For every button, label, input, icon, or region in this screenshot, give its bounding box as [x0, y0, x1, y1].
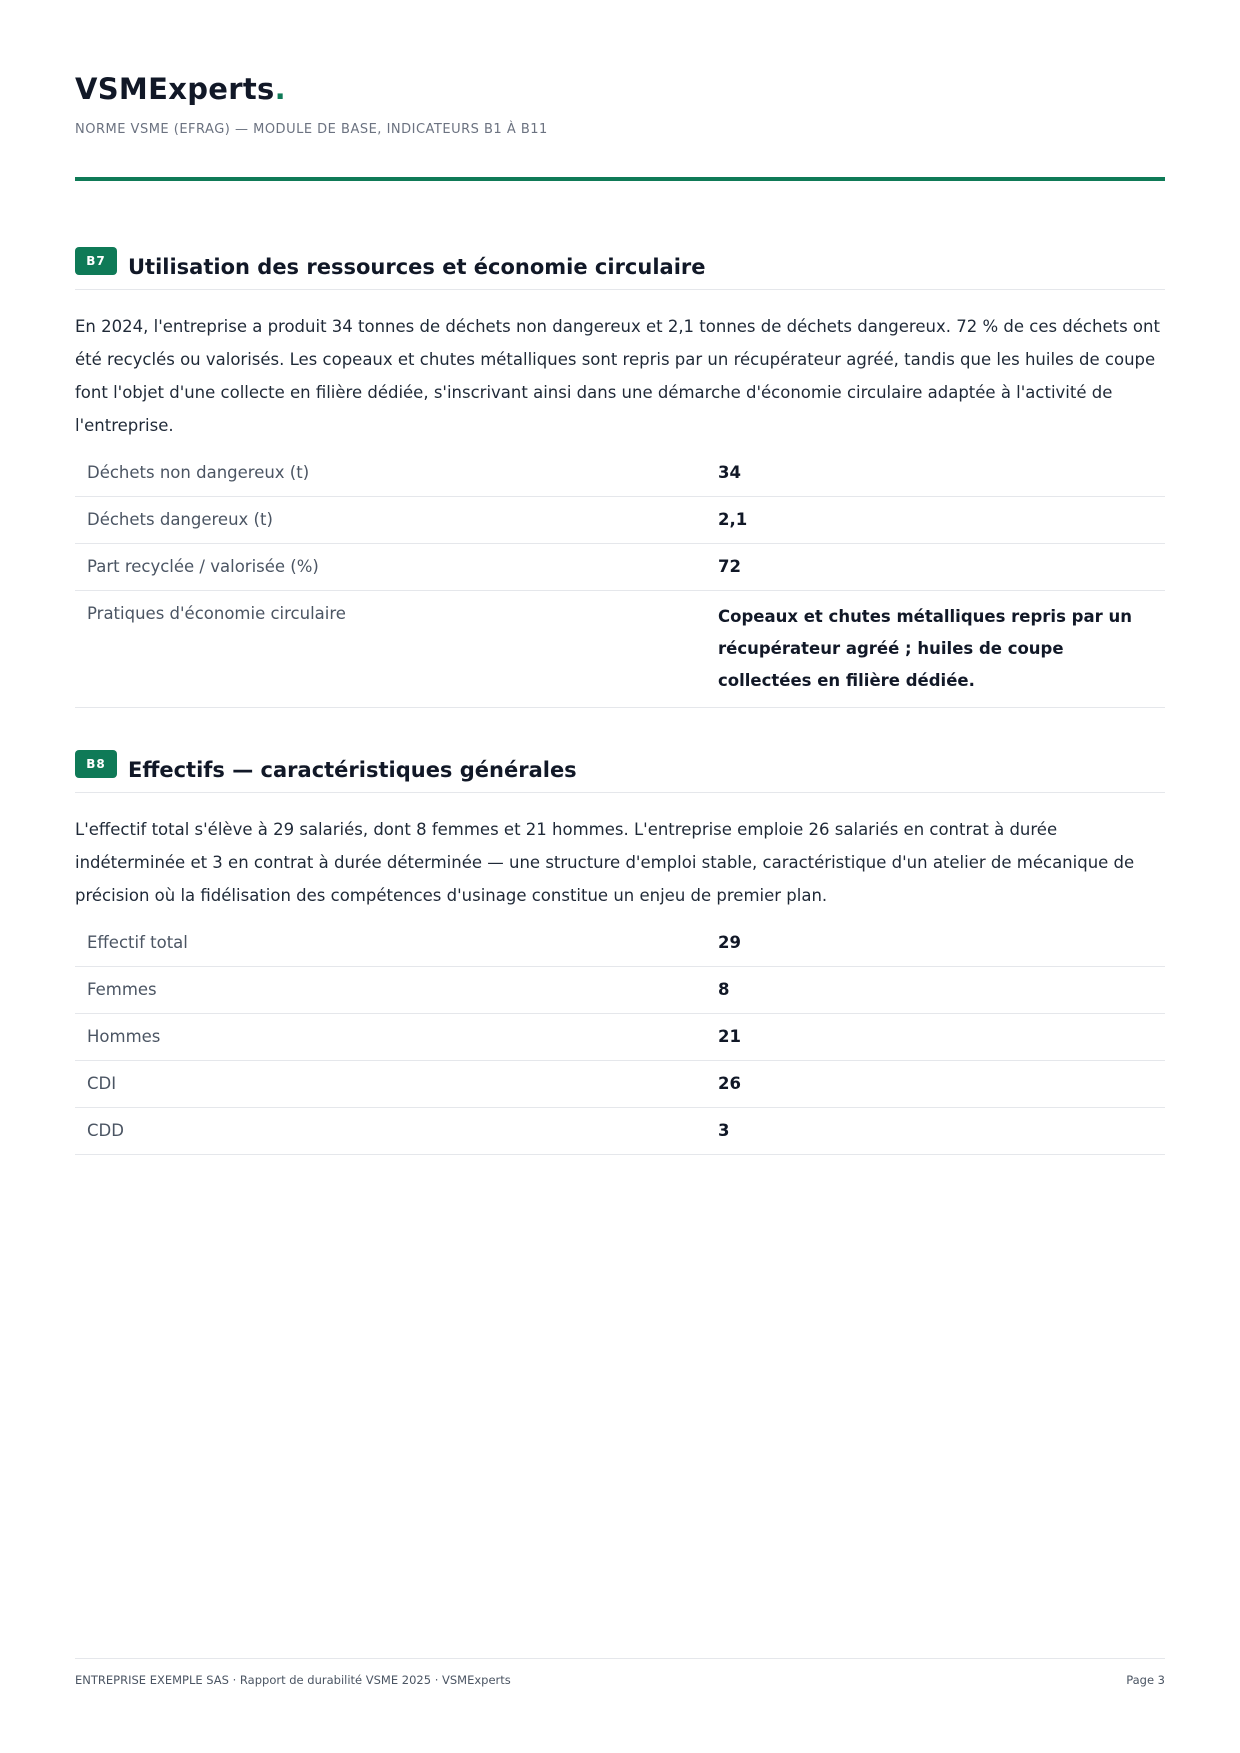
footer-page-number: Page 3 — [1126, 1673, 1165, 1687]
header-divider — [75, 177, 1165, 181]
indicator-label: Déchets non dangereux (t) — [87, 463, 310, 482]
brand-dot: . — [274, 72, 286, 106]
indicator-label: Hommes — [87, 1027, 161, 1046]
indicator-value: 72 — [718, 557, 741, 576]
table-row — [75, 920, 1165, 967]
indicator-value: 21 — [718, 1027, 741, 1046]
section-paragraph: L'effectif total s'élève à 29 salariés, dont 8 femmes et 21 hommes. L'entreprise emploie 26 salariés en contrat à durée indéterminée et 3 en contrat à durée déterminée — une structure d'emploi stable, caractéristique d'un atelier de mécanique de précision où la fidélisation des compétences d'usinage constitue un enjeu de premier plan. — [75, 820, 1135, 905]
indicator-value: 29 — [718, 933, 741, 952]
footer-document-info: ENTREPRISE EXEMPLE SAS · Rapport de durabilité VSME 2025 · VSMExperts — [75, 1673, 511, 1687]
indicator-label: CDI — [87, 1074, 117, 1093]
report-page — [75, 0, 1165, 1753]
section-code-badge: B7 — [75, 247, 117, 275]
section-header — [75, 247, 1165, 290]
section-b8 — [75, 750, 1165, 1155]
indicator-value: 26 — [718, 1074, 741, 1093]
section-title: Effectifs — caractéristiques générales — [128, 758, 577, 782]
indicator-table — [75, 920, 1165, 1155]
section-code-badge: B8 — [75, 750, 117, 778]
table-row — [75, 1014, 1165, 1061]
indicator-label: Part recyclée / valorisée (%) — [87, 557, 319, 576]
footer-divider — [75, 1658, 1165, 1659]
section-b7 — [75, 247, 1165, 708]
indicator-value: 2,1 — [718, 510, 748, 529]
indicator-label: Femmes — [87, 980, 157, 999]
table-row — [75, 544, 1165, 591]
table-row — [75, 1108, 1165, 1155]
indicator-value: Copeaux et chutes métalliques repris par un récupérateur agréé ; huiles de coupe collectées en filière dédiée. — [718, 607, 1132, 690]
brand-logo — [75, 72, 286, 106]
indicator-label: Déchets dangereux (t) — [87, 510, 273, 529]
indicator-label: Pratiques d'économie circulaire — [87, 604, 346, 623]
section-paragraph: En 2024, l'entreprise a produit 34 tonnes de déchets non dangereux et 2,1 tonnes de déchets dangereux. 72 % de ces déchets ont été recyclés ou valorisés. Les copeaux et chutes métalliques sont repris par un récupérateur agréé, tandis que les huiles de coupe font l'objet d'une collecte en filière dédiée, s'inscrivant ainsi dans une démarche d'économie circulaire adaptée à l'activité de l'entreprise. — [75, 317, 1160, 435]
header-subtitle: NORME VSME (EFRAG) — MODULE DE BASE, INDICATEURS B1 À B11 — [75, 122, 548, 137]
section-title: Utilisation des ressources et économie circulaire — [128, 255, 706, 279]
table-row — [75, 497, 1165, 544]
indicator-label: CDD — [87, 1121, 124, 1140]
table-row — [75, 1061, 1165, 1108]
indicator-table — [75, 450, 1165, 708]
table-row — [75, 450, 1165, 497]
indicator-value: 8 — [718, 980, 730, 999]
indicator-label: Effectif total — [87, 933, 188, 952]
brand-name: VSMExperts — [75, 72, 275, 106]
table-row — [75, 591, 1165, 708]
section-header — [75, 750, 1165, 793]
indicator-value: 34 — [718, 463, 741, 482]
indicator-value: 3 — [718, 1121, 730, 1140]
table-row — [75, 967, 1165, 1014]
